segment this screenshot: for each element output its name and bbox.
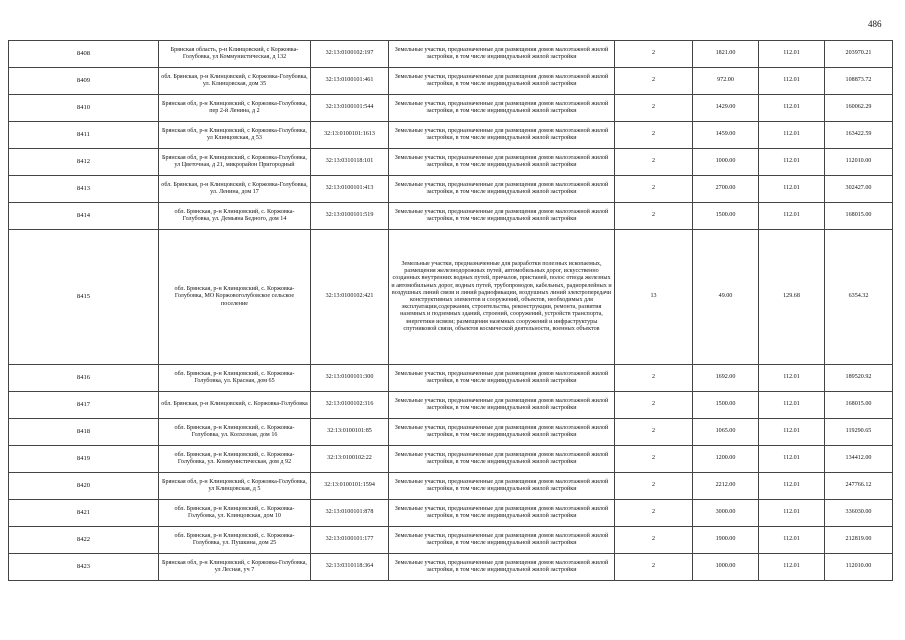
table-row [9, 176, 893, 203]
area-cell: 2212.00 [693, 473, 759, 500]
group-number-cell: 2 [615, 527, 693, 554]
area-cell: 1065.00 [693, 419, 759, 446]
cadastral-number-cell: 32:13:0100101:413 [311, 176, 389, 203]
area-cell: 1000.00 [693, 554, 759, 581]
address-cell: Брянская обл, р-н Клинцовский, с Коржовка-Голубовка, пер 2-й Ленина, д 2 [159, 95, 311, 122]
cadastral-number-cell: 32:13:0100101:300 [311, 365, 389, 392]
cadastral-number-cell: 32:13:0100101:85 [311, 419, 389, 446]
cadastral-value-cell: 119290.65 [825, 419, 893, 446]
row-number: 8421 [9, 500, 159, 527]
area-cell: 1692.00 [693, 365, 759, 392]
specific-value-cell: 112.01 [759, 554, 825, 581]
area-cell: 2700.00 [693, 176, 759, 203]
land-purpose-cell: Земельные участки, предназначенные для размещения домов малоэтажной жилой застройки, в том числе индивидуальной жилой застройки [389, 473, 615, 500]
area-cell: 1459.00 [693, 122, 759, 149]
table-row [9, 365, 893, 392]
land-purpose-cell: Земельные участки, предназначенные для размещения домов малоэтажной жилой застройки, в том числе индивидуальной жилой застройки [389, 446, 615, 473]
row-number: 8423 [9, 554, 159, 581]
row-number: 8415 [9, 230, 159, 365]
cadastral-value-cell: 336030.00 [825, 500, 893, 527]
land-purpose-cell: Земельные участки, предназначенные для размещения домов малоэтажной жилой застройки, в том числе индивидуальной жилой застройки [389, 68, 615, 95]
address-cell: обл. Брянская, р-н Клинцовский, с. Коржовка-Голубовка, ул. Красная, дом 65 [159, 365, 311, 392]
group-number-cell: 2 [615, 122, 693, 149]
cadastral-value-cell: 203970.21 [825, 41, 893, 68]
area-cell: 1500.00 [693, 392, 759, 419]
land-purpose-cell: Земельные участки, предназначенные для разработки полезных ископаемых, размещения железнодорожных путей, автомобильных дорог, искусственно созданных внутренних водных путей, причалов, пристаней, полос отвода железных и автомобильных дорог, водных путей, трубопроводов, кабельных, радиорелейных и воздушных линий связи и линий радиофикации, воздушных линий электропередачи конструктивных элементов и сооружений, объектов, необходимых для эксплуатации,содержания, строительства, реконструкции, ремонта, развития наземных и подземных зданий, строений, сооружений, устройств транспорта, энергетики иcвязи; размещения наземных сооружений и инфраструктуры спутниковой связи, объектов космической деятельности, военных объектов [389, 230, 615, 365]
table-row [9, 122, 893, 149]
land-purpose-cell: Земельные участки, предназначенные для размещения домов малоэтажной жилой застройки, в том числе индивидуальной жилой застройки [389, 419, 615, 446]
row-number: 8416 [9, 365, 159, 392]
group-number-cell: 2 [615, 68, 693, 95]
group-number-cell: 2 [615, 176, 693, 203]
address-cell: обл. Брянская, р-н Клинцовский, с. Коржовка-Голубовка, ул. Коммунистическая, дом д 92 [159, 446, 311, 473]
table-row [9, 68, 893, 95]
cadastral-value-table [8, 40, 893, 581]
cadastral-value-cell: 189520.92 [825, 365, 893, 392]
group-number-cell: 2 [615, 446, 693, 473]
address-cell: обл. Брянская, р-н Клинцовский, с Коржовка-Голубовка, ул. Ленина, дом 17 [159, 176, 311, 203]
land-purpose-cell: Земельные участки, предназначенные для размещения домов малоэтажной жилой застройки, в том числе индивидуальной жилой застройки [389, 41, 615, 68]
row-number: 8417 [9, 392, 159, 419]
table-row [9, 419, 893, 446]
address-cell: Брянская обл, р-н Клинцовский, с Коржовка-Голубовка, ул Цветочная, д 21, микрорайон Пригородный [159, 149, 311, 176]
area-cell: 1900.00 [693, 527, 759, 554]
address-cell: обл. Брянская, р-н Клинцовский, с. Коржовка-Голубовка, ул. Колхозная, дом 16 [159, 419, 311, 446]
table-row [9, 554, 893, 581]
specific-value-cell: 112.01 [759, 68, 825, 95]
group-number-cell: 2 [615, 392, 693, 419]
group-number-cell: 13 [615, 230, 693, 365]
area-cell: 1821.00 [693, 41, 759, 68]
group-number-cell: 2 [615, 365, 693, 392]
area-cell: 1200.00 [693, 446, 759, 473]
land-purpose-cell: Земельные участки, предназначенные для размещения домов малоэтажной жилой застройки, в том числе индивидуальной жилой застройки [389, 203, 615, 230]
specific-value-cell: 112.01 [759, 41, 825, 68]
cadastral-number-cell: 32:13:0100102:22 [311, 446, 389, 473]
specific-value-cell: 112.01 [759, 473, 825, 500]
table-row [9, 230, 893, 365]
specific-value-cell: 112.01 [759, 419, 825, 446]
land-purpose-cell: Земельные участки, предназначенные для размещения домов малоэтажной жилой застройки, в том числе индивидуальной жилой застройки [389, 365, 615, 392]
specific-value-cell: 112.01 [759, 392, 825, 419]
address-cell: обл. Брянская, р-н Клинцовский, с. Коржовка-Голубовка [159, 392, 311, 419]
cadastral-number-cell: 32:13:0100101:544 [311, 95, 389, 122]
cadastral-value-cell: 112010.00 [825, 554, 893, 581]
cadastral-number-cell: 32:13:0310118:364 [311, 554, 389, 581]
specific-value-cell: 112.01 [759, 203, 825, 230]
row-number: 8413 [9, 176, 159, 203]
land-purpose-cell: Земельные участки, предназначенные для размещения домов малоэтажной жилой застройки, в том числе индивидуальной жилой застройки [389, 122, 615, 149]
land-purpose-cell: Земельные участки, предназначенные для размещения домов малоэтажной жилой застройки, в том числе индивидуальной жилой застройки [389, 500, 615, 527]
cadastral-number-cell: 32:13:0100102:316 [311, 392, 389, 419]
cadastral-value-cell: 6354.32 [825, 230, 893, 365]
cadastral-value-cell: 108873.72 [825, 68, 893, 95]
area-cell: 1500.00 [693, 203, 759, 230]
table-row [9, 392, 893, 419]
address-cell: обл. Брянская, р-н Клинцовский, с Коржовка-Голубовка, ул. Клинцовская, дом 35 [159, 68, 311, 95]
row-number: 8418 [9, 419, 159, 446]
land-purpose-cell: Земельные участки, предназначенные для размещения домов малоэтажной жилой застройки, в том числе индивидуальной жилой застройки [389, 149, 615, 176]
group-number-cell: 2 [615, 554, 693, 581]
cadastral-number-cell: 32:13:0100101:1594 [311, 473, 389, 500]
table-row [9, 527, 893, 554]
cadastral-value-cell: 112010.00 [825, 149, 893, 176]
address-cell: Брянская область, р-н Клинцовский, с Коржовка-Голубовка, ул Коммунистическая, д 132 [159, 41, 311, 68]
table-row [9, 446, 893, 473]
cadastral-value-cell: 212819.00 [825, 527, 893, 554]
specific-value-cell: 112.01 [759, 527, 825, 554]
cadastral-value-cell: 163422.59 [825, 122, 893, 149]
row-number: 8422 [9, 527, 159, 554]
group-number-cell: 2 [615, 473, 693, 500]
area-cell: 1000.00 [693, 149, 759, 176]
table-body [9, 41, 893, 581]
specific-value-cell: 129.68 [759, 230, 825, 365]
cadastral-value-cell: 168015.00 [825, 392, 893, 419]
area-cell: 1429.00 [693, 95, 759, 122]
row-number: 8409 [9, 68, 159, 95]
address-cell: Брянская обл, р-н Клинцовский, с Коржовка-Голубовка, ул Клинцовская, д 53 [159, 122, 311, 149]
specific-value-cell: 112.01 [759, 149, 825, 176]
cadastral-number-cell: 32:13:0100101:177 [311, 527, 389, 554]
land-purpose-cell: Земельные участки, предназначенные для размещения домов малоэтажной жилой застройки, в том числе индивидуальной жилой застройки [389, 554, 615, 581]
cadastral-value-cell: 160062.29 [825, 95, 893, 122]
cadastral-value-cell: 168015.00 [825, 203, 893, 230]
row-number: 8410 [9, 95, 159, 122]
specific-value-cell: 112.01 [759, 122, 825, 149]
row-number: 8412 [9, 149, 159, 176]
group-number-cell: 2 [615, 500, 693, 527]
table-row [9, 203, 893, 230]
cadastral-number-cell: 32:13:0100101:878 [311, 500, 389, 527]
group-number-cell: 2 [615, 149, 693, 176]
area-cell: 3000.00 [693, 500, 759, 527]
table-row [9, 473, 893, 500]
land-purpose-cell: Земельные участки, предназначенные для размещения домов малоэтажной жилой застройки, в том числе индивидуальной жилой застройки [389, 392, 615, 419]
cadastral-value-cell: 134412.00 [825, 446, 893, 473]
cadastral-number-cell: 32:13:0100101:519 [311, 203, 389, 230]
row-number: 8420 [9, 473, 159, 500]
table-row [9, 149, 893, 176]
row-number: 8414 [9, 203, 159, 230]
address-cell: Брянская обл, р-н Клинцовский, с Коржовка-Голубовка, ул Лесная, уч 7 [159, 554, 311, 581]
area-cell: 49.00 [693, 230, 759, 365]
address-cell: обл. Брянская, р-н Клинцовский, с. Коржовка-Голубовка, ул. Демьяна Бедного, дом 14 [159, 203, 311, 230]
table-row [9, 500, 893, 527]
cadastral-number-cell: 32:13:0100101:461 [311, 68, 389, 95]
cadastral-number-cell: 32:13:0100102:197 [311, 41, 389, 68]
area-cell: 972.00 [693, 68, 759, 95]
specific-value-cell: 112.01 [759, 500, 825, 527]
table-row [9, 41, 893, 68]
cadastral-value-cell: 247766.12 [825, 473, 893, 500]
address-cell: обл. Брянская, р-н Клинцовский, с. Коржовка-Голубовка, ул. Клинцовская, дом 10 [159, 500, 311, 527]
group-number-cell: 2 [615, 203, 693, 230]
specific-value-cell: 112.01 [759, 176, 825, 203]
specific-value-cell: 112.01 [759, 365, 825, 392]
row-number: 8408 [9, 41, 159, 68]
cadastral-number-cell: 32:13:0310118:101 [311, 149, 389, 176]
table-row [9, 95, 893, 122]
row-number: 8411 [9, 122, 159, 149]
specific-value-cell: 112.01 [759, 95, 825, 122]
group-number-cell: 2 [615, 41, 693, 68]
land-purpose-cell: Земельные участки, предназначенные для размещения домов малоэтажной жилой застройки, в том числе индивидуальной жилой застройки [389, 176, 615, 203]
group-number-cell: 2 [615, 419, 693, 446]
cadastral-number-cell: 32:13:0100101:1613 [311, 122, 389, 149]
cadastral-value-cell: 302427.00 [825, 176, 893, 203]
specific-value-cell: 112.01 [759, 446, 825, 473]
group-number-cell: 2 [615, 95, 693, 122]
address-cell: обл. Брянская, р-н Клинцовский, с. Коржовка-Голубовка, МО Коржовоголубовское сельское поселение [159, 230, 311, 365]
row-number: 8419 [9, 446, 159, 473]
address-cell: Брянская обл, р-н Клинцовский, с Коржовка-Голубовка, ул Клинцовская, д 5 [159, 473, 311, 500]
land-purpose-cell: Земельные участки, предназначенные для размещения домов малоэтажной жилой застройки, в том числе индивидуальной жилой застройки [389, 95, 615, 122]
land-purpose-cell: Земельные участки, предназначенные для размещения домов малоэтажной жилой застройки, в том числе индивидуальной жилой застройки [389, 527, 615, 554]
cadastral-number-cell: 32:13:0100102:421 [311, 230, 389, 365]
address-cell: обл. Брянская, р-н Клинцовский, с. Коржовка-Голубовка, ул. Пушкина, дом 25 [159, 527, 311, 554]
page-number: 486 [868, 19, 882, 29]
